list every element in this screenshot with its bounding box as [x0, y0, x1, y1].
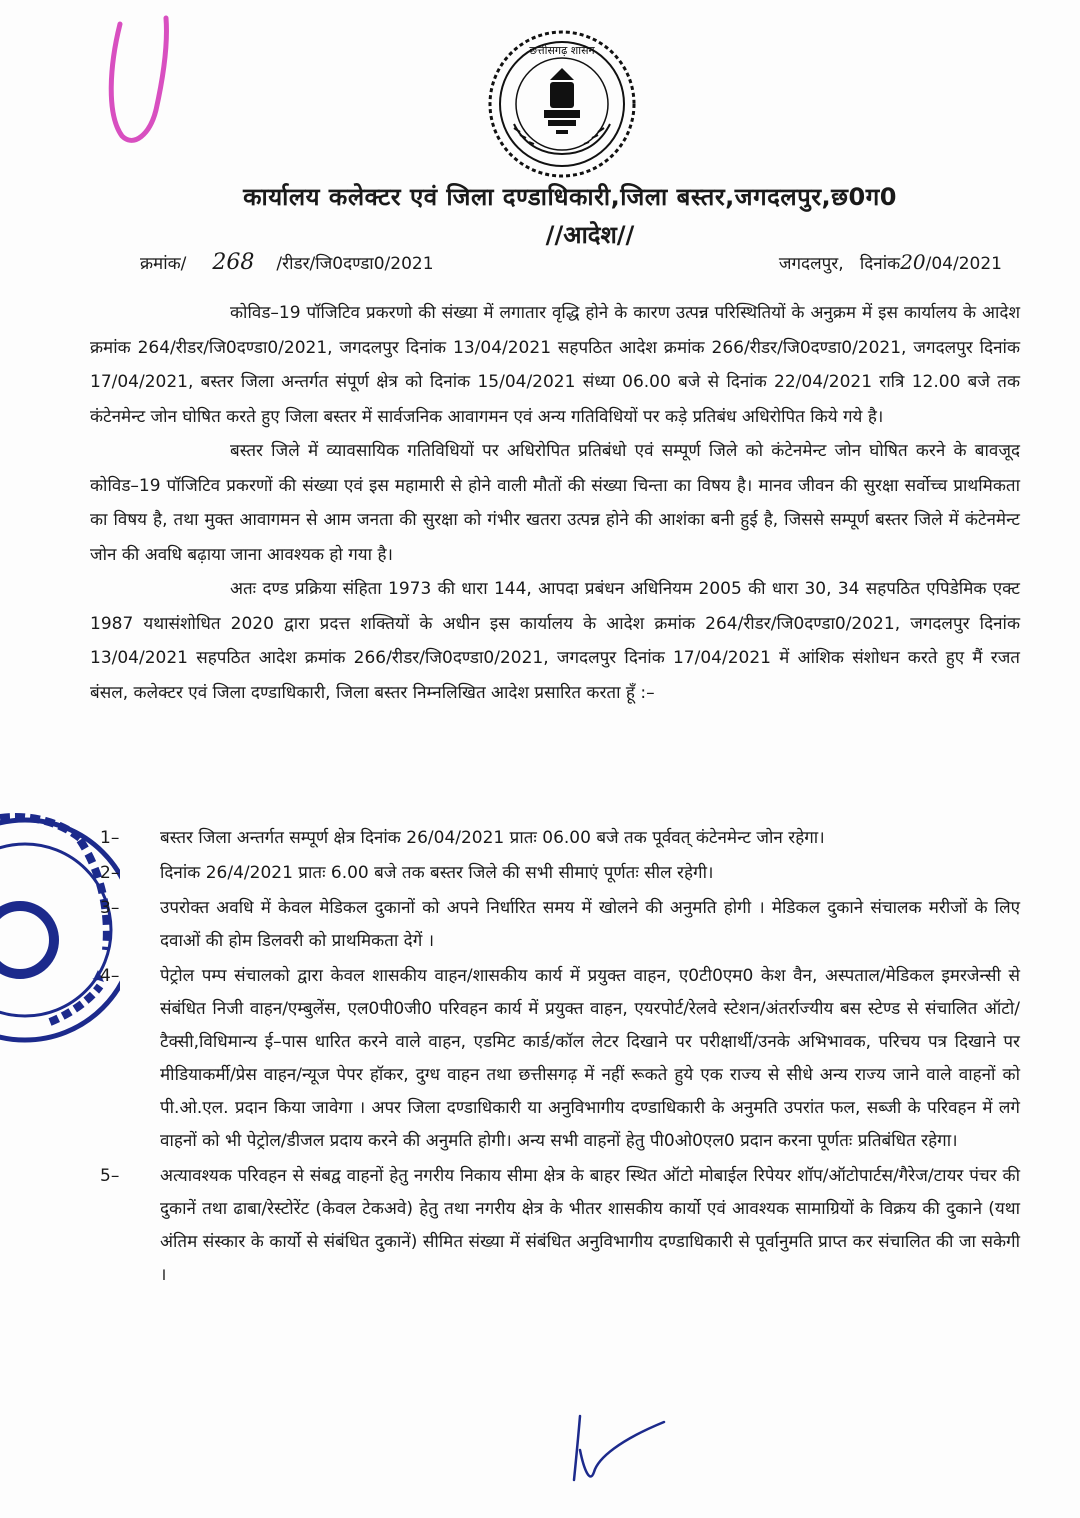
order-items [90, 822, 1020, 1294]
reference-prefix: क्रमांक/ [140, 254, 187, 274]
item-text: उपरोक्त अवधि में केवल मेडिकल दुकानों को अपने निर्धारित समय में खोलने की अनुमति होगी । मेडिकल दुकाने संचालक मरीजों के लिए दवाओं की होम डिलवरी को प्राथमिकता देगें । [160, 898, 1020, 951]
office-title: कार्यालय कलेक्टर एवं जिला दण्डाधिकारी,जिला बस्तर,जगदलपुर,छ0ग0 [243, 183, 897, 211]
paragraph-1: कोविड–19 पॉजिटिव प्रकरणो की संख्या में लगातार वृद्धि होने के कारण उत्पन्न परिस्थितियों के अनुक्रम में इस कार्यालय के आदेश क्रमांक 264/रीडर/जि0दण्डा0/2021, जगदलपुर दिनांक 13/04/2021 सहपठित आदेश क्रमांक 266/रीडर/जि0दण्डा0/2021, जगदलपुर दिनांक 17/04/2021, बस्तर जिला अन्तर्गत संपूर्ण क्षेत्र को दिनांक 15/04/2021 संध्या 06.00 बजे से दिनांक 22/04/2021 रात्रि 12.00 बजे तक कंटेनमेन्ट जोन घोषित करते हुए जिला बस्तर में सार्वजनिक आवागमन एवं अन्य गतिविधियों पर कड़े प्रतिबंध अधिरोपित किये गये है। [90, 303, 1020, 427]
order-title: //आदेश// [545, 221, 635, 249]
item-text: बस्तर जिला अन्तर्गत सम्पूर्ण क्षेत्र दिनांक 26/04/2021 प्रातः 06.00 बजे तक पूर्ववत् कंटेनमेन्ट जोन रहेगा। [160, 828, 825, 848]
item-number: 3– [100, 898, 120, 918]
item-number: 4– [100, 966, 120, 986]
reference-number: 268 [212, 250, 255, 275]
signature [560, 1410, 670, 1490]
order-item [90, 1160, 1020, 1292]
order-reference [140, 250, 434, 275]
item-number: 5– [100, 1166, 120, 1186]
item-number: 1– [100, 828, 120, 848]
item-text: पेट्रोल पम्प संचालको द्वारा केवल शासकीय वाहन/शासकीय कार्य में प्रयुक्त वाहन, ए0टी0एम0 केश वैन, अस्पताल/मेडिकल इमरजेन्सी से संबंधित निजी वाहन/एम्बुलेंस, एल0पी0जी0 परिवहन कार्य में प्रयुक्त वाहन, एयरपोर्ट/रेलवे स्टेशन/अंतर्राज्यीय बस स्टेण्ड से संचालित ऑटो/टैक्सी,विधिमान्य ई–पास धारित करने वाले वाहन, एडमिट कार्ड/कॉल लेटर दिखाने पर परीक्षार्थी/उनके अभिभावक, परिचय पत्र दिखाने पर मीडियाकर्मी/प्रेस वाहन/न्यूज पेपर हॉकर, दुग्ध वाहन तथा छत्तीसगढ़ में नहीं रूकते हुये एक राज्य से सीधे अन्य राज्य जाने वाले वाहनों को पी.ओ.एल. प्रदान किया जावेगा । अपर जिला दण्डाधिकारी या अनुविभागीय दण्डाधिकारी के अनुमति उपरांत फल, सब्जी के परिवहन में लगे वाहनों को भी पेट्रोल/डीजल प्रदाय करने की अनुमति होगी। अन्य सभी वाहनों हेतु पी0ओ0एल0 प्रदान करना पूर्णतः प्रतिबंधित रहेगा। [160, 966, 1020, 1151]
order-item [90, 892, 1020, 958]
item-text: अत्यावश्यक परिवहन से संबद्व वाहनों हेतु नगरीय निकाय सीमा क्षेत्र के बाहर स्थित ऑटो मोबाईल रिपेयर शॉप/ऑटोपार्टस/गैरेज/टायर पंचर की दुकानें तथा ढाबा/रेस्टोरेंट (केवल टेकअवे) हेतु तथा नगरीय क्षेत्र के भीतर शासकीय कार्यो एवं आवश्यक सामाग्रियों के विक्रय की दुकाने (यथा अंतिम संस्कार के कार्यो से संबंधित दुकानें) सीमित संख्या में संबंधित अनुविभागीय दण्डाधिकारी से पूर्वानुमति प्राप्त कर संचालित की जा सकेगी । [160, 1166, 1020, 1285]
reference-suffix: /रीडर/जि0दण्डा0/2021 [276, 254, 434, 274]
order-date [779, 250, 1002, 274]
body-paragraphs [90, 296, 1020, 710]
paragraph-3: अतः दण्ड प्रक्रिया संहिता 1973 की धारा 144, आपदा प्रबंधन अधिनियम 2005 की धारा 30, 34 सहपठित एपिडेमिक एक्ट 1987 यथासंशोधित 2020 द्वारा प्रदत्त शक्तियों के अधीन इस कार्यालय के आदेश क्रमांक 264/रीडर/जि0दण्डा0/2021, जगदलपुर दिनांक 13/04/2021 सहपठित आदेश क्रमांक 266/रीडर/जि0दण्डा0/2021, जगदलपुर दिनांक 17/04/2021 में आंशिक संशोधन करते हुए मैं रजत बंसल, कलेक्टर एवं जिला दण्डाधिकारी, जिला बस्तर निम्नलिखित आदेश प्रसारित करता हूँ :– [90, 579, 1020, 703]
order-item [90, 822, 1020, 855]
pink-handwritten-mark [98, 14, 178, 149]
date-day: 20 [900, 250, 926, 274]
place-label: जगदलपुर, [778, 254, 844, 274]
emblem-text: छत्तीसगढ़ शासन [529, 44, 595, 57]
item-text: दिनांक 26/4/2021 प्रातः 6.00 बजे तक बस्तर जिले की सभी सीमाएं पूर्णतः सील रहेगी। [160, 863, 714, 883]
paragraph-2: बस्तर जिले में व्यावसायिक गतिविधियों पर अधिरोपित प्रतिबंधो एवं सम्पूर्ण जिले को कंटेनमेन्ट जोन घोषित करने के बावजूद कोविड–19 पॉजिटिव प्रकरणों की संख्या एवं इस महामारी से होने वाली मौतों की संख्या चिन्ता का विषय है। मानव जीवन की सुरक्षा सर्वोच्च प्राथमिकता का विषय है, तथा मुक्त आवागमन से आम जनता की सुरक्षा को गंभीर खतरा उत्पन्न होने की आशंका बनी हुई है, जिससे सम्पूर्ण बस्तर जिले में कंटेनमेन्ट जोन की अवधि बढ़ाया जाना आवश्यक हो गया है। [90, 441, 1020, 565]
date-rest: /04/2021 [925, 254, 1002, 274]
date-label: दिनांक [859, 254, 901, 274]
state-emblem-seal [486, 28, 638, 180]
order-item [90, 960, 1020, 1158]
order-item [90, 857, 1020, 890]
item-number: 2– [100, 863, 120, 883]
